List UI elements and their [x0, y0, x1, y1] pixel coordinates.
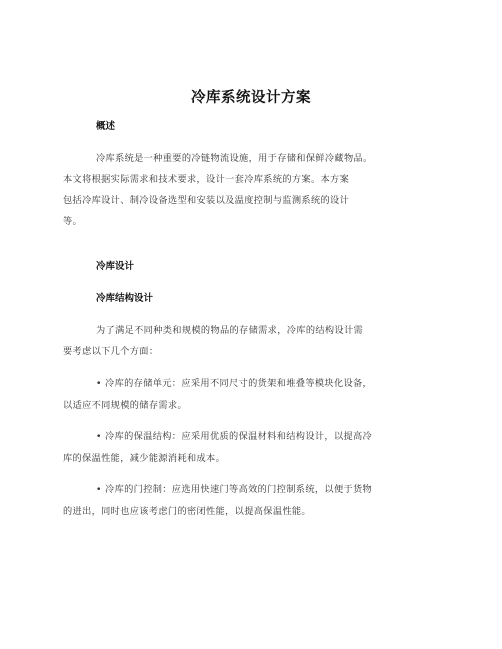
bullet-door-control-line: • 冷库的门控制：应选用快速门等高效的门控制系统，以便于货物 — [96, 484, 373, 495]
bullet-storage-unit-line: • 冷库的存储单元：应采用不同尺寸的货架和堆叠等模块化设备， — [96, 378, 373, 389]
overview-line: 包括冷库设计、制冷设备选型和安装以及温度控制与监测系统的设计 — [63, 195, 350, 206]
document-title: 冷库系统设计方案 — [191, 90, 311, 106]
heading-cold-storage-design: 冷库设计 — [96, 261, 135, 272]
bullet-storage-unit-line: 以适应不同规模的储存需求。 — [63, 400, 187, 411]
bullet-door-control-line: 的进出，同时也应该考虑门的密闭性能，以提高保温性能。 — [63, 506, 311, 517]
overview-line: 本文将根据实际需求和技术要求，设计一套冷库系统的方案。本方案 — [63, 174, 350, 185]
structure-intro-line: 为了满足不同种类和规模的物品的存储需求，冷库的结构设计需 — [96, 325, 364, 336]
bullet-insulation-line: • 冷库的保温结构：应采用优质的保温材料和结构设计，以提高冷 — [96, 431, 373, 442]
heading-overview: 概述 — [96, 121, 116, 132]
overview-line: 冷库系统是一种重要的冷链物流设施，用于存储和保鲜冷藏物品。 — [96, 153, 373, 164]
heading-structure-design: 冷库结构设计 — [96, 293, 154, 304]
bullet-insulation-line: 库的保温性能，减少能源消耗和成本。 — [63, 453, 226, 464]
overview-line: 等。 — [63, 216, 83, 227]
structure-intro-line: 要考虑以下几个方面： — [63, 346, 159, 357]
